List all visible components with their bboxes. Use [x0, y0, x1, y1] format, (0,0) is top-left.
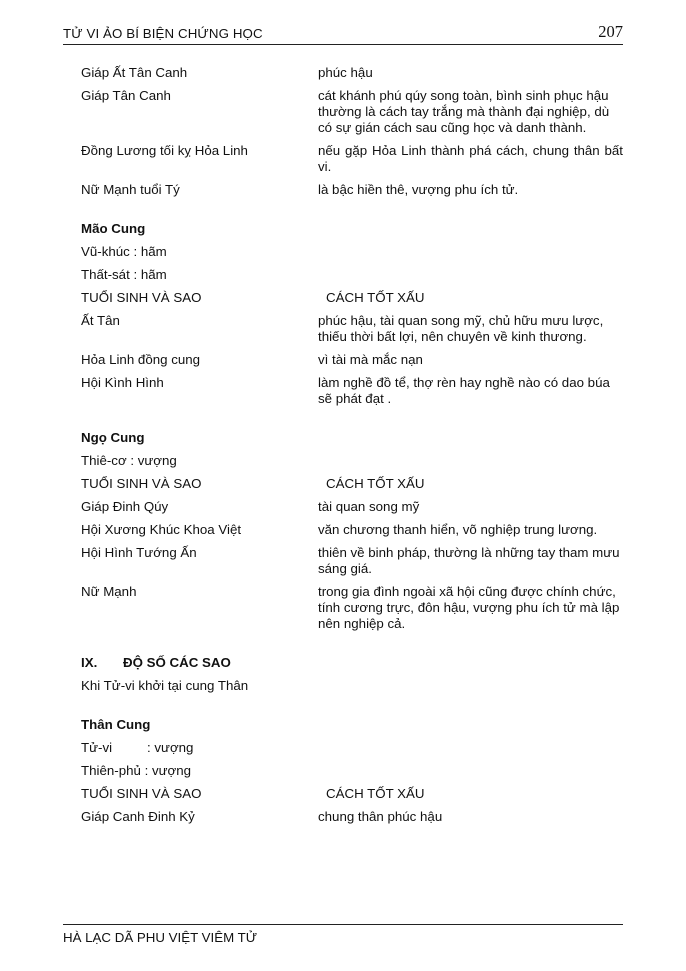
- row-label: Giáp Canh Đinh Kỷ: [81, 809, 195, 824]
- section-title: ĐỘ SỐ CÁC SAO: [123, 655, 231, 670]
- table-row: [81, 374, 623, 407]
- table-row: [81, 521, 623, 538]
- row-text: chung thân phúc hậu: [318, 809, 443, 824]
- section-heading-than: Thân Cung: [81, 717, 151, 732]
- star-status: Thiê-cơ : vượng: [81, 453, 177, 468]
- row-label: Nữ Mạnh tuổi Tý: [81, 182, 180, 197]
- column-header-right: CÁCH TỐT XẤU: [326, 290, 425, 305]
- row-text: phúc hậu: [318, 65, 373, 80]
- section-heading-ngo: Ngọ Cung: [81, 430, 145, 445]
- section-heading-mao: Mão Cung: [81, 221, 146, 236]
- column-header-left: TUỔI SINH VÀ SAO: [81, 290, 202, 305]
- table-row: [81, 583, 623, 632]
- row-text: tài quan song mỹ: [318, 499, 420, 514]
- section-intro: Khi Tử-vi khởi tại cung Thân: [81, 678, 249, 693]
- row-text: cát khánh phú qúy song toàn, bình sinh phục hậu thường là cách tay trắng mà thành đại nghiệp, dù có sự gián cách sau cũng học và danh thành.: [318, 88, 610, 135]
- row-text: vì tài mà mắc nạn: [318, 352, 423, 367]
- section-heading-ix: [81, 654, 623, 671]
- page-footer: [63, 924, 623, 945]
- row-text: văn chương thanh hiển, võ nghiệp trung lương.: [318, 522, 598, 537]
- column-header-right: CÁCH TỐT XẤU: [326, 476, 425, 491]
- row-text: trong gia đình ngoài xã hội cũng được chính chức, tính cương trực, đôn hậu, vượng phu ích tử mà lập nên nghiệp cả.: [318, 584, 620, 631]
- column-header-left: TUỔI SINH VÀ SAO: [81, 476, 202, 491]
- row-label: Hội Hình Tướng Ấn: [81, 545, 197, 560]
- row-label: Hội Xương Khúc Khoa Việt: [81, 522, 242, 537]
- row-label: Nữ Mạnh: [81, 584, 137, 599]
- column-header-left: TUỔI SINH VÀ SAO: [81, 786, 202, 801]
- page-header: [63, 22, 623, 45]
- table-row: [81, 181, 623, 198]
- row-text: làm nghề đồ tể, thợ rèn hay nghề nào có dao búa sẽ phát đạt .: [318, 375, 610, 406]
- row-label: Giáp Ất Tân Canh: [81, 65, 188, 80]
- star-status: Thất-sát : hãm: [81, 267, 167, 282]
- row-label: Hỏa Linh đồng cung: [81, 352, 201, 367]
- column-header-row: [81, 785, 623, 802]
- row-label: Hội Kình Hình: [81, 375, 164, 390]
- table-row: [81, 87, 623, 136]
- page-number: 207: [598, 22, 623, 41]
- row-label: Đồng Lương tối kỵ Hỏa Linh: [81, 143, 248, 158]
- row-label: Giáp Đinh Qúy: [81, 499, 169, 514]
- column-header-row: [81, 475, 623, 492]
- row-text: phúc hậu, tài quan song mỹ, chủ hữu mưu lược, thiếu thời bất lợi, nên chuyên về kinh thương.: [318, 313, 604, 344]
- table-row: [81, 544, 623, 577]
- row-text: là bậc hiền thê, vượng phu ích tử.: [318, 182, 519, 197]
- star-status: [81, 739, 623, 756]
- table-row: [81, 142, 623, 175]
- table-row: [81, 351, 623, 368]
- table-row: [81, 64, 623, 81]
- row-text: nếu gặp Hỏa Linh thành phá cách, chung thân bất vi.: [318, 143, 623, 174]
- column-header-right: CÁCH TỐT XẤU: [326, 786, 425, 801]
- section-number: IX.: [81, 655, 98, 670]
- row-text: thiên về binh pháp, thường là những tay tham mưu sáng giá.: [318, 545, 620, 576]
- table-row: [81, 498, 623, 515]
- row-label: Ất Tân: [81, 313, 120, 328]
- table-row: [81, 808, 623, 825]
- page-content: [81, 64, 623, 825]
- star-status: Vũ-khúc : hãm: [81, 244, 167, 259]
- footer-author: HÀ LẠC DÃ PHU VIỆT VIÊM TỬ: [63, 930, 258, 945]
- star-value: : vượng: [147, 740, 194, 755]
- star-name: Tử-vi: [81, 740, 113, 755]
- row-label: Giáp Tân Canh: [81, 88, 171, 103]
- column-header-row: [81, 289, 623, 306]
- table-row: [81, 312, 623, 345]
- star-status: Thiên-phủ : vượng: [81, 763, 192, 778]
- running-title: TỬ VI ẢO BÍ BIỆN CHỨNG HỌC: [63, 26, 263, 41]
